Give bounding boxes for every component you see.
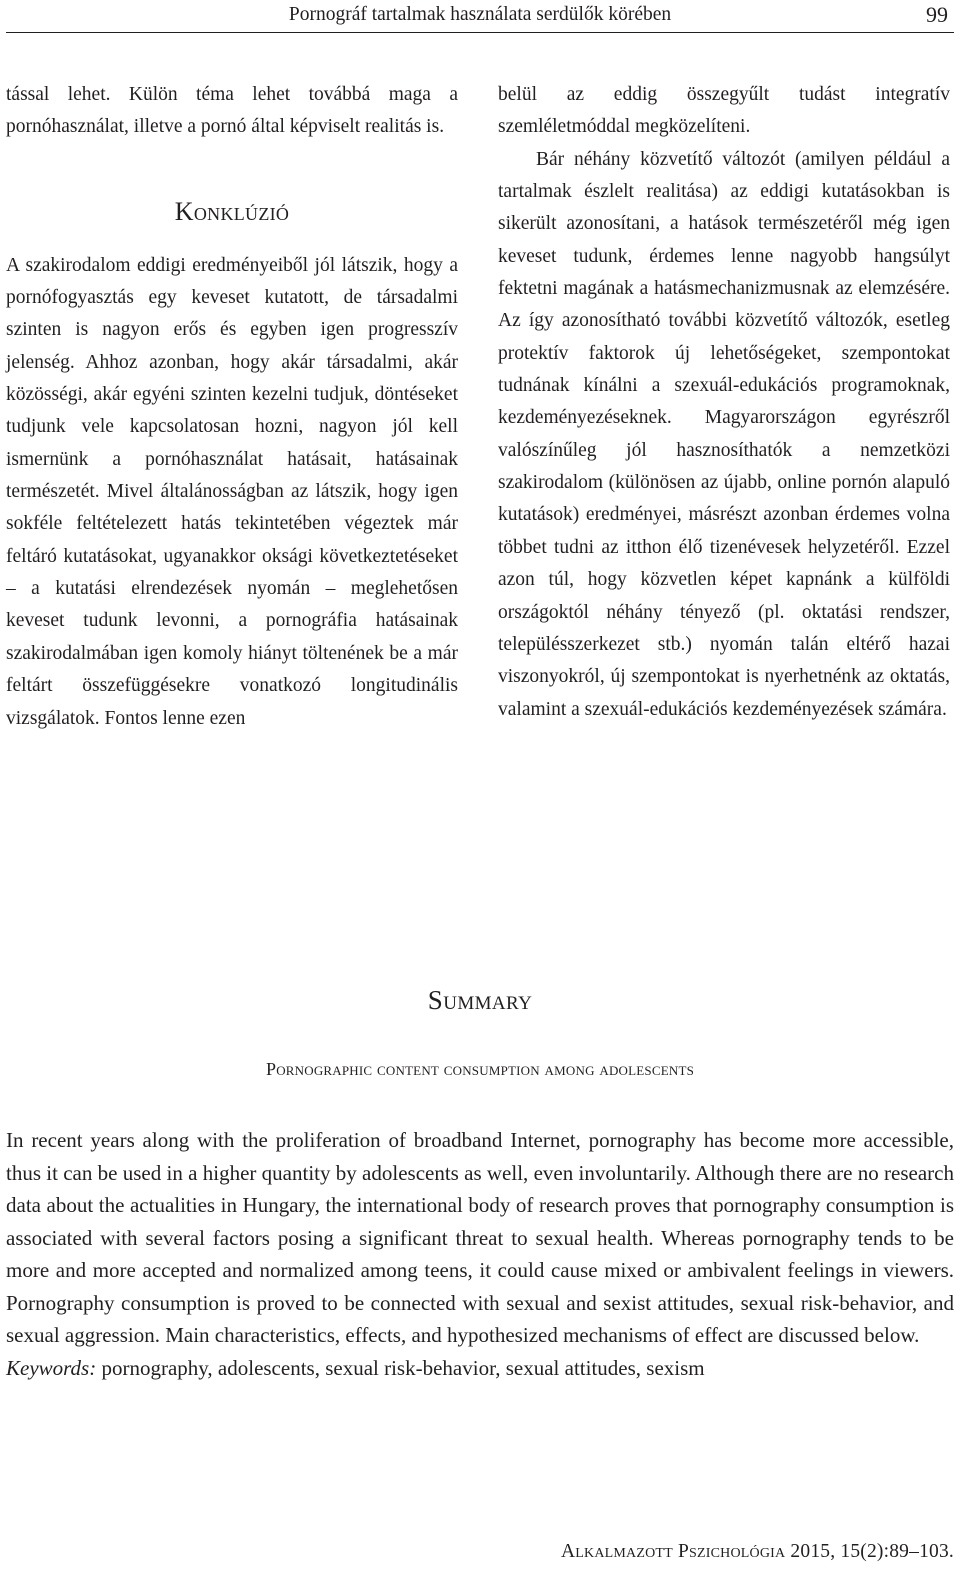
section-heading-konkluzio: Konklúzió [174, 196, 290, 226]
running-header [6, 0, 954, 33]
running-title: Pornográf tartalmak használata serdülők körében [288, 4, 672, 25]
summary-section [6, 980, 954, 1384]
summary-abstract: In recent years along with the proliferation of broadband Internet, pornography has become more accessible, thus it can be used in a higher quantity by adolescents as well, even involuntarily. Although there are no research data about the actualities in Hungary, the international body of research proves that pornography consumption is associated with several factors posing a significant threat to sexual health. Whereas pornography tends to be more and more accepted and normalized among teens, it could cause mixed or ambivalent feelings in viewers. Pornography consumption is proved to be connected with sexual and sexist attitudes, sexual risk-behavior, and sexual aggression. Main characteristics, effects, and hypothesized mechanisms of effect are discussed below. [6, 1128, 954, 1347]
paragraph-mediators: Bár néhány közvetítő változót (amilyen például a tartalmak észlelt realitása) az eddigi kutatásokban is sikerült azonosítani, a hatások természetéről még igen keveset tudunk, érdemes lenne nagyobb hangsúlyt fektetni magának a hatásmechanizmusnak az elemzésére. Az így azonosítható további közvetítő változók, esetleg protektív faktorok új lehetőségeket, szempontokat tudnának kínálni a szexuál-edukációs programoknak, kezdeményezéseknek. Magyarországon egyrészről valószínűleg jól hasznosíthatók a nemzetközi szakirodalom (különösen az újabb, online pornón alapuló kutatások) eredményei, másrészt azonban érdemes volna többet tudni az itthon élő tizenévesek helyzetéről. Ezzel azon túl, hogy közvetlen képet kapnánk a külföldi országoktól néhány tényező (pl. oktatási rendszer, településszerkezet stb.) nyomán talán eltérő hazai viszonyokról, új szempontokat is nyerhetnénk az oktatás, valamint a szexuál-edukációs kezdeményezések számára. [498, 148, 950, 720]
keywords-label: Keywords: [6, 1355, 97, 1380]
journal-citation: Alkalmazott Pszichológia 2015, 15(2):89–103. [560, 1541, 954, 1562]
paragraph-intro: tással lehet. Külön téma lehet továbbá maga a pornóhasználat, illetve a pornó által képviselt realitás is. [6, 84, 458, 138]
right-column [498, 79, 950, 726]
keywords-line [6, 1352, 954, 1385]
keywords-list: pornography, adolescents, sexual risk-behavior, sexual attitudes, sexism [96, 1355, 705, 1380]
paragraph-konkluzio: A szakirodalom eddigi eredményeiből jól látszik, hogy a pornófogyasztás egy keveset kutatott, de társadalmi szinten is nagyon erős és egyben igen progresszív jelenség. Ahhoz azonban, hogy akár társadalmi, akár közösségi, akár egyéni szinten kezelni tudjuk, döntéseket tudjunk vele kapcsolatosan hozni, nagyon jól kell ismernünk a pornóhasználat hatásait, hatásainak természetét. Mivel általánosságban az látszik, hogy igen sokféle feltételezett hatás tekintetében végeztek már feltáró kutatásokat, ugyanakkor oksági következtetéseket – a kutatási elrendezések nyomán – meglehetősen keveset tudunk levonni, a pornográfia hatásainak szakirodalmában igen komoly hiányt töltenének be a már feltárt összefüggésekre vonatkozó longitudinális vizsgálatok. Fontos lenne ezen [6, 254, 458, 729]
page-number: 99 [926, 2, 948, 27]
paragraph-continued: belül az eddig összegyűlt tudást integratív szemléletmóddal megközelíteni. [498, 84, 950, 138]
summary-heading: Summary [427, 985, 533, 1015]
summary-subtitle: Pornographic content consumption among adolescents [265, 1059, 695, 1079]
left-column [6, 79, 458, 735]
